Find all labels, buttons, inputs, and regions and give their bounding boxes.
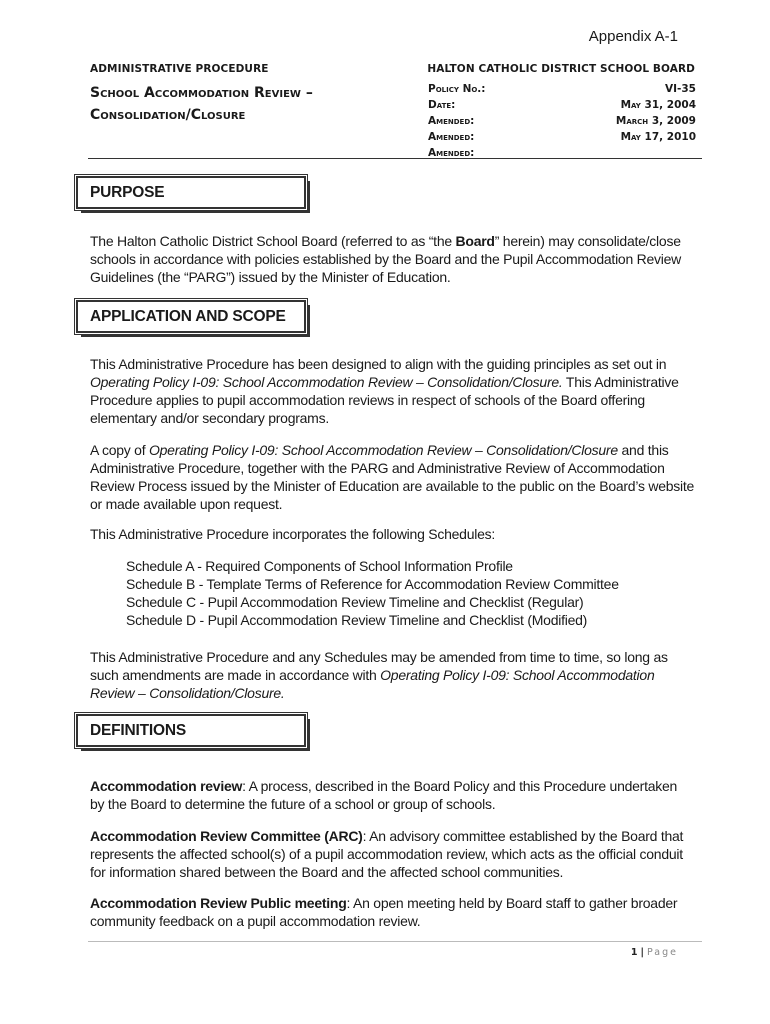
meta-row-policy-no [428,81,696,97]
definition-arc: Accommodation Review Committee (ARC): An advisory committee established by the Board that represents the affected school(s) of a pupil accommodation review, which acts as the official conduit for information shared between the Board and the affected school communities. [90,828,684,880]
policy-meta-table [428,81,696,161]
header-divider [88,158,702,159]
footer-divider [88,941,702,942]
title-line-1: School Accommodation Review – [90,85,313,101]
meta-label: Policy No.: [428,83,486,95]
definition-public-meeting: Accommodation Review Public meeting: An open meeting held by Board staff to gather broader community feedback on a pupil accommodation review. [90,895,678,929]
page-footer [631,947,678,958]
section-heading-definitions: DEFINITIONS [76,714,306,747]
page-label: Page [647,947,678,958]
meta-row-amended-2 [428,129,696,145]
meta-label: Date: [428,99,456,111]
document-title [90,82,390,126]
page-number: 1 [630,947,638,958]
schedule-item-a: Schedule A - Required Components of School Information Profile [126,558,513,574]
appendix-label: Appendix A-1 [588,28,678,45]
definition-accommodation-review: Accommodation review: A process, described in the Board Policy and this Procedure undertaken by the Board to determine the future of a school or group of schools. [90,778,678,812]
meta-label: Amended: [428,115,475,127]
meta-row-date [428,97,696,113]
schedule-list [126,557,686,629]
section-heading-application-scope: APPLICATION AND SCOPE [76,300,306,333]
section-heading-purpose: PURPOSE [76,176,306,209]
page-separator: | [640,947,644,958]
meta-label: Amended: [428,131,475,143]
procedure-type-label: ADMINISTRATIVE PROCEDURE [90,63,269,75]
board-name-label: HALTON CATHOLIC DISTRICT SCHOOL BOARD [427,63,695,75]
meta-value: VI-35 [664,83,696,95]
meta-label: Amended: [428,147,475,159]
meta-value: May 31, 2004 [620,99,696,111]
schedule-item-c: Schedule C - Pupil Accommodation Review Timeline and Checklist (Regular) [126,594,584,610]
title-line-2: Consolidation/Closure [90,107,246,123]
meta-value: March 3, 2009 [615,115,696,127]
meta-row-amended-1 [428,113,696,129]
application-paragraph-2: A copy of Operating Policy I-09: School Accommodation Review – Consolidation/Closure and this Administrative Procedure, together with the PARG and Administrative Review of Accommodation Review Process issued by the Minister of Education are available to the public on the Board’s website or made available upon request. [90,442,695,512]
purpose-paragraph: The Halton Catholic District School Board (referred to as “the Board” herein) may consolidate/close schools in accordance with policies established by the Board and the Pupil Accommodation Review Guidelines (the “PARG”) issued by the Minister of Education. [90,233,682,285]
application-paragraph-4: This Administrative Procedure and any Schedules may be amended from time to time, so long as such amendments are made in accordance with Operating Policy I-09: School Accommodation Review – Consolidation/Closure. [90,649,668,701]
application-paragraph-1: This Administrative Procedure has been designed to align with the guiding principles as set out in Operating Policy I-09: School Accommodation Review – Consolidation/Closure. This Administrative Procedure applies to pupil accommodation reviews in respect of schools of the Board offering elementary and/or secondary programs. [90,356,679,426]
schedule-item-d: Schedule D - Pupil Accommodation Review Timeline and Checklist (Modified) [126,612,588,628]
meta-value: May 17, 2010 [620,131,696,143]
schedule-item-b: Schedule B - Template Terms of Reference for Accommodation Review Committee [126,576,619,592]
application-paragraph-3: This Administrative Procedure incorporates the following Schedules: [90,526,496,542]
